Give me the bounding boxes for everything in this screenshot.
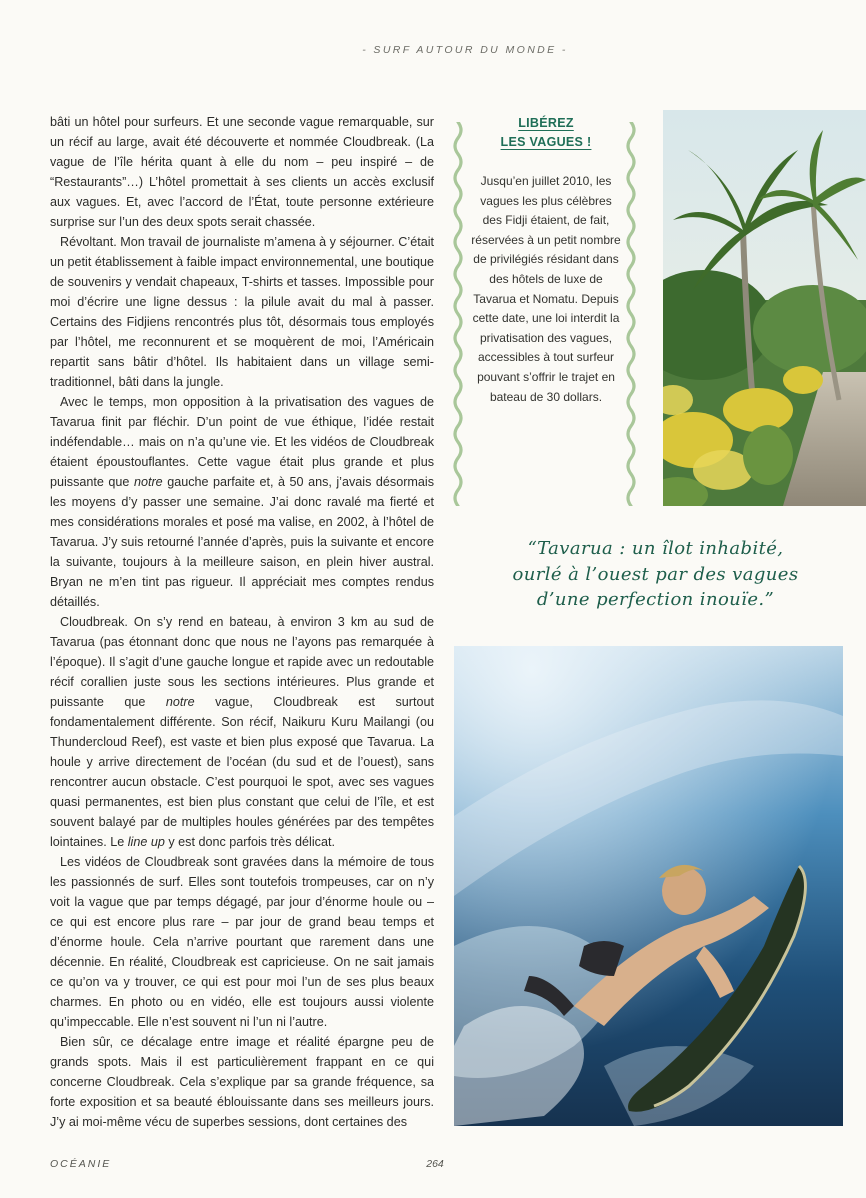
palm-garden-photo [663, 110, 866, 506]
pull-quote [468, 536, 843, 613]
article-emphasis: line up [127, 835, 165, 849]
pull-quote-line: d’une perfection inouïe.” [536, 589, 775, 610]
article-text: Cloudbreak. On s’y rend en bateau, à environ 3 km au sud de Tavarua (pas étonnant donc que nous ne l’ayons pas remarquée à l’époque). Il s’agit d’une gauche longue et rapide avec un redoutable récif corallien juste sous les sections intérieures. Plus grande et puissante que [50, 615, 434, 709]
article-paragraph [50, 392, 434, 612]
article-text: gauche parfaite et, à 50 ans, j’avais désormais les moyens d’y passer une semaine. J’ai donc ravalé ma fierté et mes considérations morales et posé ma valise, en 2002, à l’hôtel de Tavarua. J’y suis retourné l’année d’après, puis la suivante et encore la suivante, toujours à la meilleure saison, en plein hiver austral. Bryan ne m’en tint pas rigueur. Il appréciait mes comptes rendus détaillés. [50, 475, 434, 609]
sidebar-title-line: LES VAGUES ! [500, 135, 592, 149]
article-paragraph: Révoltant. Mon travail de journaliste m’amena à y séjourner. C’était un petit établissement à faible impact environnemental, une boutique de souvenirs y vendait chapeaux, T-shirts et tasses. Impossible pour moi d’écrire une ligne dessus : la pilule avait du mal à passer. Certains des Fidjiens rencontrés plus tôt, désormais tous employés par l’hôtel, me reconnurent et se moquèrent de moi, l’Américain repartit sans bâtir d’hôtel. Ils habitaient dans un village semi-traditionnel, bâti dans la jungle. [50, 235, 434, 389]
article-emphasis: notre [165, 695, 195, 709]
sidebar-box [470, 114, 622, 407]
article-text: Avec le temps, mon opposition à la privatisation des vagues de Tavarua finit par fléchir. D’un point de vue éthique, l’idée restait indéfendable… mais on n’a qu’une vie. Et les vidéos de Cloudbreak étaient époustouflantes. Cette vague était plus grande et plus puissante que [50, 395, 434, 489]
page-number: 264 [426, 1158, 444, 1170]
article-paragraph [50, 612, 434, 852]
wave-border-left [451, 122, 465, 506]
article-text: vague, Cloudbreak est surtout fondamentalement différente. Son récif, Naikuru Kuru Mailangi (ou Thundercloud Reef), est vaste et bien plus exposé que Tavarua. La houle y arrive directement de l’océan (du sud et de l’ouest), sans rencontrer aucun obstacle. C’est pourquoi le spot, avec ses vagues quasi permanentes, est bien plus constant que celui de l’île, et est souvent balayé par de multiples houles générées par des tempêtes lointaines. Le [50, 695, 434, 849]
section-footer: OCÉANIE [50, 1158, 112, 1170]
pull-quote-line: “Tavarua : un îlot inhabité, [527, 538, 784, 559]
sidebar-text: Jusqu’en juillet 2010, les vagues les plus célèbres des Fidji étaient, de fait, réservées à un petit nombre de privilégiés résidant dans des hôtels de luxe de Tavarua et Nomatu. Depuis cette date, une loi interdit la privatisation des vagues, accessibles à tout surfeur pouvant s’offrir le trajet en bateau de 30 dollars. [471, 174, 621, 404]
palm-garden-image [663, 110, 866, 506]
sidebar-title [470, 114, 622, 152]
pull-quote-line: ourlé à l’ouest par des vagues [512, 563, 799, 585]
article-emphasis: notre [133, 475, 163, 489]
wave-border-right [624, 122, 638, 506]
article-body [50, 112, 434, 1132]
surfer-image [454, 646, 843, 1126]
sidebar-title-line: LIBÉREZ [518, 116, 574, 130]
article-paragraph: bâti un hôtel pour surfeurs. Et une seconde vague remarquable, sur un récif au large, avait été découverte et nommée Cloudbreak. (La vague de l’île hérita quant à elle du nom – peu inspiré – de “Restaurants”…) L’hôtel promettait à ses clients un accès exclusif aux vagues. Et, avec l’accord de l’État, toute personne extérieure surprise sur l’un des deux spots serait chassée. [50, 115, 434, 229]
article-text: y est donc parfois très délicat. [168, 835, 335, 849]
surfer-duck-dive-photo [454, 646, 843, 1126]
running-header: - SURF AUTOUR DU MONDE - [362, 44, 568, 56]
article-paragraph: Bien sûr, ce décalage entre image et réalité épargne peu de grands spots. Mais il est particulièrement frappant en ce qui concerne Cloudbreak. Cela s’explique par sa grande fréquence, sa forte exposition et sa beauté éblouissante dans ses meilleurs jours. J’y ai moi-même vécu de superbes sessions, dont certaines des [50, 1035, 434, 1129]
article-paragraph: Les vidéos de Cloudbreak sont gravées dans la mémoire de tous les passionnés de surf. Elles sont toutefois trompeuses, car on n’y voit la vague que par temps dégagé, par jour d’énorme houle ou – ce qui est encore plus rare – par jour de grand beau temps et d’énorme houle. Cela n’arrive pourtant que rarement dans une décennie. En réalité, Cloudbreak est capricieuse. On ne sait jamais ce qu’on va y trouver, ce qui est pour moi l’un de ses plus beaux charmes. En photo ou en vidéo, elle est toujours aussi violente qu’impeccable. Elle n’est souvent ni l’un ni l’autre. [50, 855, 434, 1029]
